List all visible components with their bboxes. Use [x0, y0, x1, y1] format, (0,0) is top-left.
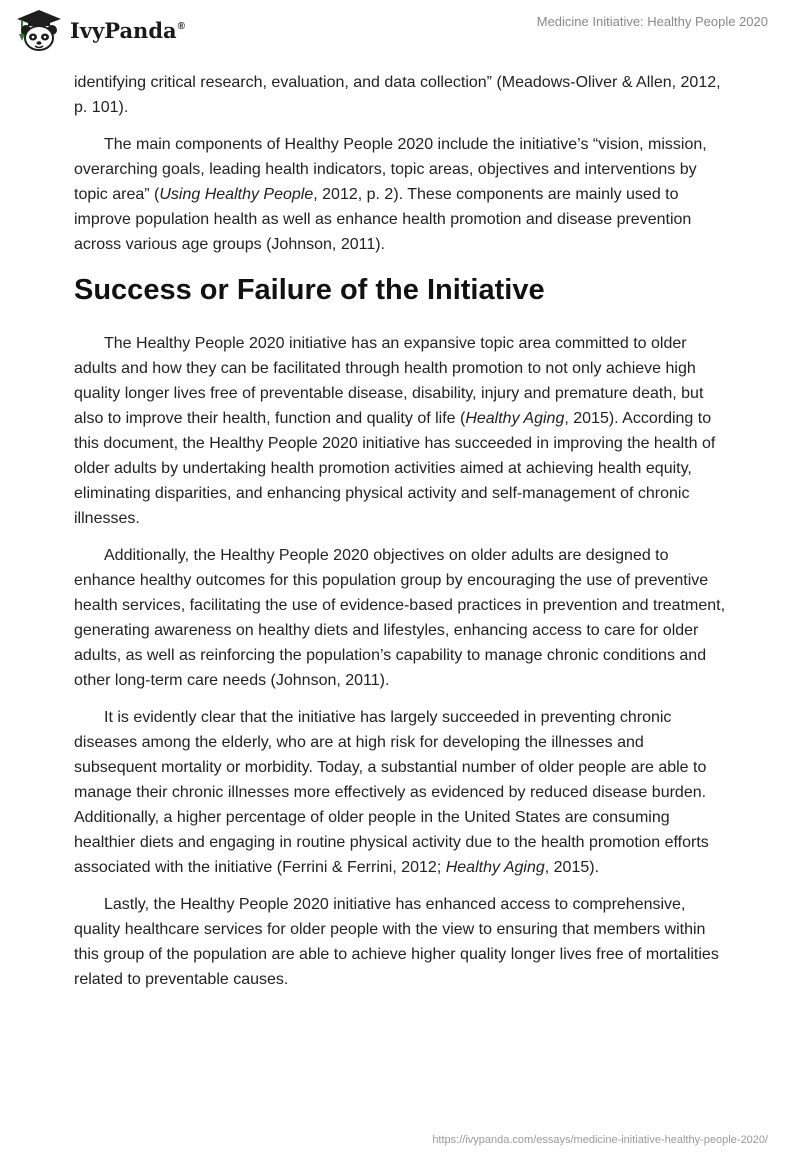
panda-graduation-cap-icon [14, 8, 64, 52]
paragraph-3-text-b: , 2015). According to this document, the Healthy People 2020 initiative has succeeded in improving the health of older adults by undertaking health promotion activities aimed at achieving health equity, eliminating disparities, and enhancing physical activity and self-management of chronic illnesses. [74, 410, 716, 527]
paragraph-5-text-b: , 2015). [544, 859, 600, 876]
ivypanda-logo[interactable] [14, 8, 185, 52]
footer-url-link[interactable]: https://ivypanda.com/essays/medicine-initiative-healthy-people-2020/ [432, 1134, 768, 1146]
registered-mark: ® [177, 20, 185, 32]
paragraph-5 [74, 705, 726, 880]
paragraph-5-citation: Healthy Aging [445, 859, 545, 876]
page-header [0, 0, 800, 62]
essay-content [74, 70, 726, 1004]
paragraph-2-citation: Using Healthy People [159, 186, 314, 203]
paragraph-4: Additionally, the Healthy People 2020 objectives on older adults are designed to enhance healthy outcomes for this population group by encouraging the use of preventive health services, facilitating the use of evidence-based practices in prevention and treatment, generating awareness on healthy diets and lifestyles, enhancing access to care for older adults, as well as reinforcing the population’s capability to manage chronic conditions and other long-term care needs (Johnson, 2011). [74, 547, 726, 689]
running-title: Medicine Initiative: Healthy People 2020 [536, 14, 768, 29]
paragraph-3 [74, 331, 726, 531]
paragraph-3-text-a: The Healthy People 2020 initiative has an expansive topic area committed to older adults and how they can be facilitated through health promotion to not only achieve high quality longer lives free of preventable disease, disability, injury and premature death, but also to improve their health, function and quality of life ( [74, 335, 704, 427]
brand-text: IvyPanda [70, 17, 177, 43]
paragraph-6: Lastly, the Healthy People 2020 initiative has enhanced access to comprehensive, quality healthcare services for older people with the view to ensuring that members within this group of the population are able to achieve higher quality longer lives free of mortalities related to preventable causes. [74, 896, 719, 988]
brand-name [70, 18, 185, 43]
paragraph-1: identifying critical research, evaluation, and data collection” (Meadows-Oliver & Allen, 2012, p. 101). [74, 74, 721, 116]
section-heading: Success or Failure of the Initiative [74, 274, 545, 306]
paragraph-2-text-b: , 2012, p. 2). These components are mainly used to improve population health as well as enhance health promotion and disease prevention across various age groups (Johnson, 2011). [74, 186, 692, 253]
paragraph-2-text-a: The main components of Healthy People 2020 include the initiative’s “vision, mission, overarching goals, leading health indicators, topic areas, objectives and interventions by topic area” ( [74, 136, 707, 203]
paragraph-5-text-a: It is evidently clear that the initiative has largely succeeded in preventing chronic diseases among the elderly, who are at high risk for developing the illnesses and subsequent mortality or morbidity. Today, a substantial number of older people are able to manage their chronic illnesses more effectively as evidenced by reduced disease burden. Additionally, a higher percentage of older people in the United States are consuming healthier diets and engaging in routine physical activity due to the health promotion efforts associated with the initiative (Ferrini & Ferrini, 2012; [74, 709, 709, 876]
paragraph-2 [74, 132, 726, 257]
paragraph-3-citation: Healthy Aging [465, 410, 565, 427]
